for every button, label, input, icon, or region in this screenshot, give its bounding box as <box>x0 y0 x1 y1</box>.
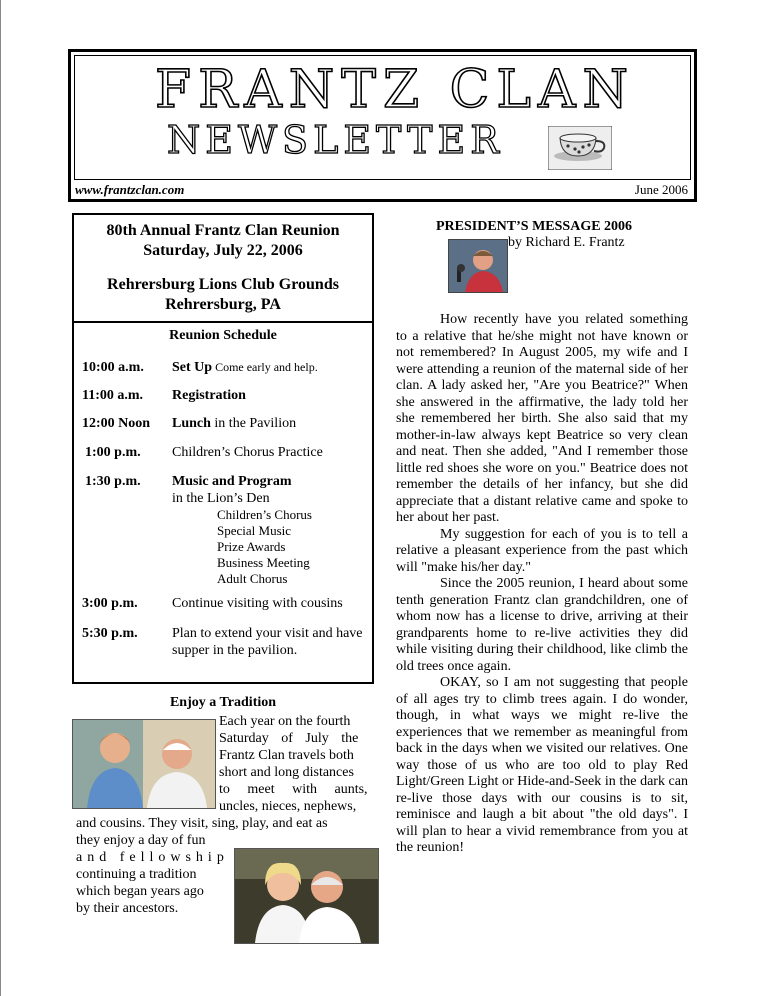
message-paragraph: OKAY, so I am not suggesting that people of all ages try to climb trees again. I do wonder, though, in what ways we might re-live the experiences that we remember as meaningful from back in the days when we visited our relatives. One way those of us who are too old to play Red Light/Green Light or Hide-and-Seek in the dark can re-live those days with our cousins is to sit, reminisce and laugh a bit about "the old days". I will plan to hear a vivid remembrance from you at the reunion! <box>396 675 688 855</box>
tradition-text-line: Saturday of July the <box>219 731 359 746</box>
president-heading: PRESIDENT’S MESSAGE 2006 <box>436 219 633 234</box>
tradition-text-line: continuing a tradition <box>76 867 197 882</box>
program-item: Business Meeting <box>217 555 310 570</box>
schedule-time: 1:30 p.m. <box>85 474 141 489</box>
president-photo <box>448 239 508 293</box>
tradition-text-line: uncles, nieces, nephews, <box>219 799 357 814</box>
schedule-time: 12:00 Noon <box>82 416 151 431</box>
teacup-photo <box>548 126 612 170</box>
program-item: Adult Chorus <box>217 571 288 586</box>
divider <box>74 321 372 323</box>
masthead-inner-frame <box>74 55 691 180</box>
schedule-note: in the Pavilion <box>210 416 297 431</box>
schedule-note: in the Lion’s Den <box>172 491 270 506</box>
tradition-text-line: Each year on the fourth <box>219 714 351 729</box>
schedule-time: 3:00 p.m. <box>82 596 138 611</box>
program-list <box>217 507 372 587</box>
schedule-time: 5:30 p.m. <box>82 626 138 641</box>
schedule-note: Come early and help. <box>212 360 318 374</box>
tradition-text-line: which began years ago <box>76 884 204 899</box>
newsletter-title: FRANTZ CLAN <box>155 60 635 120</box>
schedule-activity: Plan to extend your visit and have supper in the pavilion. <box>172 626 363 658</box>
tradition-text-line: to meet with aunts, <box>219 782 368 797</box>
program-item: Prize Awards <box>217 539 286 554</box>
tradition-text-line: and cousins. They visit, sing, play, and eat as <box>76 816 328 831</box>
schedule-title: Reunion Schedule <box>169 328 277 343</box>
couple-photo-2 <box>234 848 379 944</box>
reunion-title: 80th Annual Frantz Clan Reunion <box>106 222 340 239</box>
schedule-activity: Set Up <box>172 360 213 375</box>
reunion-date: Saturday, July 22, 2006 <box>143 242 303 259</box>
masthead <box>68 49 697 202</box>
tradition-text-line: and fellowship <box>76 850 229 865</box>
program-item: Special Music <box>217 523 292 538</box>
reunion-location: Rehrersburg, PA <box>165 296 281 313</box>
tradition-text-line: they enjoy a day of fun <box>76 833 206 848</box>
schedule-activity: Continue visiting with cousins <box>172 596 343 611</box>
issue-date: June 2006 <box>634 182 688 197</box>
schedule-time: 11:00 a.m. <box>82 388 144 403</box>
website-url[interactable]: www.frantzclan.com <box>75 182 185 197</box>
schedule-time: 1:00 p.m. <box>85 445 141 460</box>
tradition-text-line: by their ancestors. <box>76 901 179 916</box>
president-message <box>396 312 688 857</box>
message-paragraph: My suggestion for each of you is to tell a relative a pleasant experience from the past which will "make his/her day." <box>396 526 688 575</box>
reunion-venue: Rehrersburg Lions Club Grounds <box>107 276 339 293</box>
message-paragraph: How recently have you related something to a relative that he/she might not have known or not remembered? In August 2005, my wife and I were attending a reunion of the maternal side of her clan. A lady asked her, "Are you Beatrice?" When she answered in the affirmative, the lady told her she remembered her birth. She also said that my mother-in-law always kept Beatrice so very clean and neat. Then she added, "And I remember those little red shoes she wore on you." Beatrice does not remember the details of her infancy, but she did appreciate that a distant relative came and spoke to her about her past. <box>396 312 688 525</box>
tradition-text-line: short and long distances <box>219 765 354 780</box>
schedule-activity: Lunch <box>172 416 211 431</box>
schedule-activity: Music and Program <box>172 474 292 489</box>
reunion-box <box>72 213 374 684</box>
schedule-activity: Registration <box>172 388 246 403</box>
tradition-text-line: Frantz Clan travels both <box>219 748 354 763</box>
schedule-time: 10:00 a.m. <box>82 360 144 375</box>
program-item: Children’s Chorus <box>217 507 312 522</box>
schedule-activity: Children’s Chorus Practice <box>172 445 323 460</box>
message-paragraph: Since the 2005 reunion, I heard about some tenth generation Frantz clan grandchildren, one of whom now has a license to drive, arriving at their grandparents home to re-live activities they did while visiting during their childhood, like climb the old trees once again. <box>396 576 688 674</box>
tradition-heading: Enjoy a Tradition <box>169 695 277 710</box>
newsletter-subtitle: NEWSLETTER <box>167 118 504 162</box>
president-byline: by Richard E. Frantz <box>508 235 625 250</box>
couple-photo <box>72 719 216 809</box>
page-edge <box>0 0 1 996</box>
